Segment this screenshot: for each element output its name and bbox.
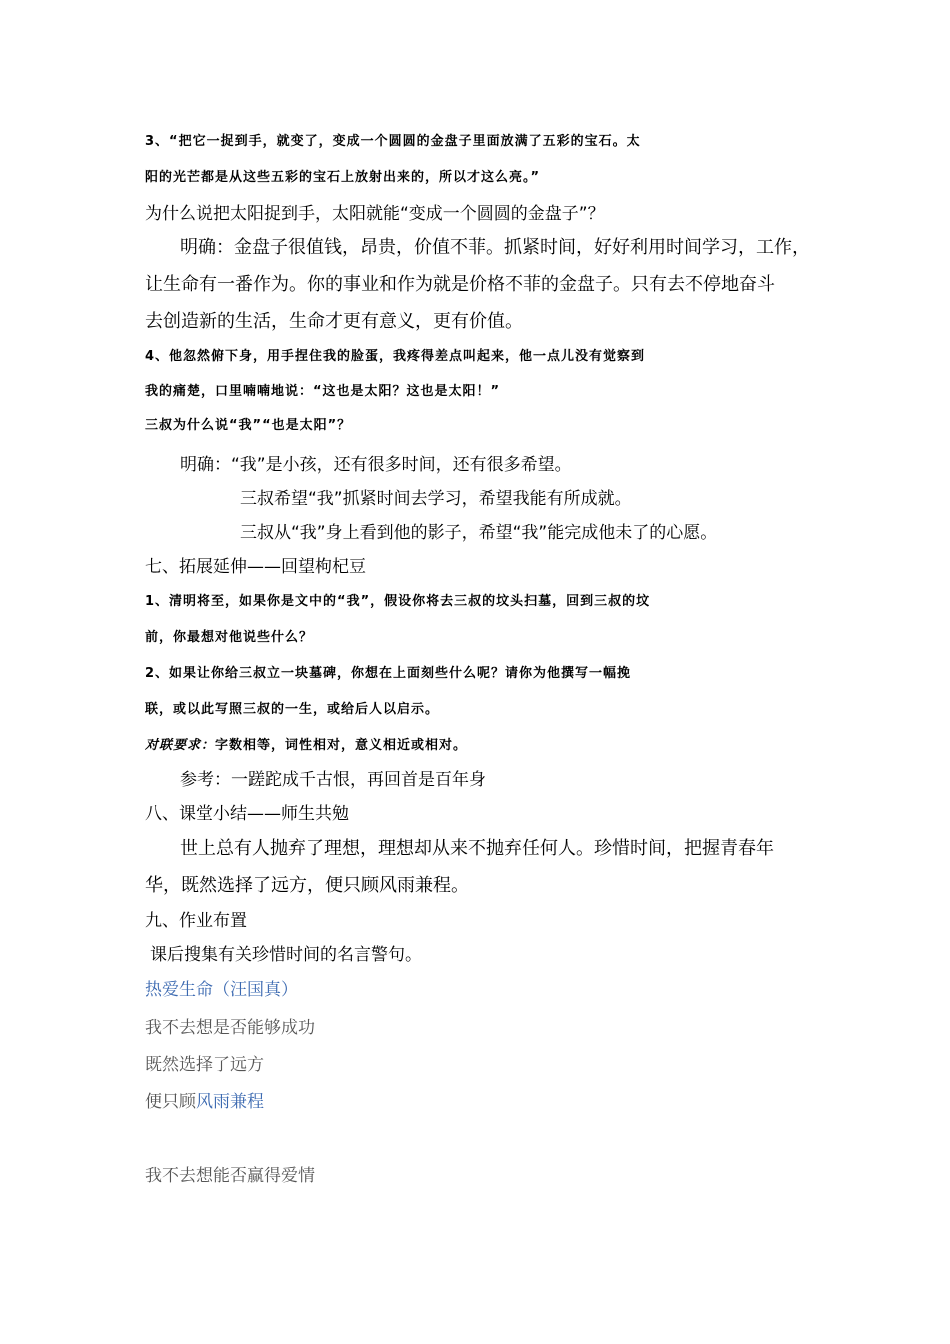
q3-answer-line1: 明确：金盘子很值钱，昂贵，价值不菲。抓紧时间，好好利用时间学习，工作， [180, 237, 810, 258]
section7-item1-line1: 1、清明将至，如果你是文中的“我”，假设你将去三叔的坟头扫墓，回到三叔的坟 [145, 594, 651, 609]
q3-answer-line3: 去创造新的生活，生命才更有意义，更有价值。 [145, 311, 523, 332]
requirement-label: 对联要求： [145, 738, 216, 753]
q3-answer-line2: 让生命有一番作为。你的事业和作为就是价格不菲的金盘子。只有去不停地奋斗 [145, 274, 775, 295]
q4-answer-line1: 明确：“我”是小孩，还有很多时间，还有很多希望。 [180, 455, 572, 475]
section7-item2-line1: 2、如果让你给三叔立一块墓碑，你想在上面刻些什么呢？请你为他撰写一幅挽 [145, 666, 632, 681]
section9-heading: 九、作业布置 [145, 911, 247, 931]
q4-question: 三叔为什么说“我”“也是太阳”？ [145, 418, 352, 433]
section8-text-line2: 华，既然选择了远方，便只顾风雨兼程。 [145, 875, 469, 896]
poem-line1: 我不去想是否能够成功 [145, 1018, 315, 1038]
section7-item1-line2: 前，你最想对他说些什么？ [145, 630, 314, 645]
poem-line4: 我不去想能否赢得爱情 [145, 1166, 315, 1186]
section7-item2-line2: 联，或以此写照三叔的一生，或给后人以启示。 [145, 702, 440, 717]
section8-heading: 八、课堂小结——师生共勉 [145, 804, 349, 824]
section8-text-line1: 世上总有人抛弃了理想，理想却从来不抛弃任何人。珍惜时间，把握青春年 [180, 838, 774, 859]
q4-quote-line1: 4、他忽然俯下身，用手捏住我的脸蛋，我疼得差点叫起来，他一点儿没有觉察到 [145, 349, 646, 364]
section7-reference: 参考：一蹉跎成千古恨，再回首是百年身 [180, 770, 486, 790]
poem-line3 [145, 1087, 264, 1112]
q3-quote-line2: 阳的光芒都是从这些五彩的宝石上放射出来的，所以才这么亮。” [145, 170, 541, 185]
poem-line3-link[interactable]: 风雨兼程 [196, 1092, 264, 1112]
requirement-text: 字数相等，词性相对，意义相近或相对。 [215, 738, 468, 753]
q4-answer-line3: 三叔从“我”身上看到他的影子，希望“我”能完成他未了的心愿。 [240, 523, 718, 543]
poem-line3-prefix: 便只顾 [145, 1092, 196, 1112]
poem-title-link[interactable]: 热爱生命（汪国真） [145, 980, 298, 1000]
q3-question: 为什么说把太阳捉到手，太阳就能“变成一个圆圆的金盘子”？ [145, 204, 605, 224]
q3-quote-line1: 3、“把它一捉到手，就变了，变成一个圆圆的金盘子里面放满了五彩的宝石。太 [145, 134, 641, 149]
section7-requirement [145, 734, 467, 753]
q4-quote-line2: 我的痛楚，口里喃喃地说：“这也是太阳？这也是太阳！” [145, 384, 501, 399]
section7-heading: 七、拓展延伸——回望枸杞豆 [145, 557, 366, 577]
section9-text: 课后搜集有关珍惜时间的名言警句。 [150, 945, 422, 965]
q4-answer-line2: 三叔希望“我”抓紧时间去学习，希望我能有所成就。 [240, 489, 632, 509]
poem-line2: 既然选择了远方 [145, 1055, 264, 1075]
